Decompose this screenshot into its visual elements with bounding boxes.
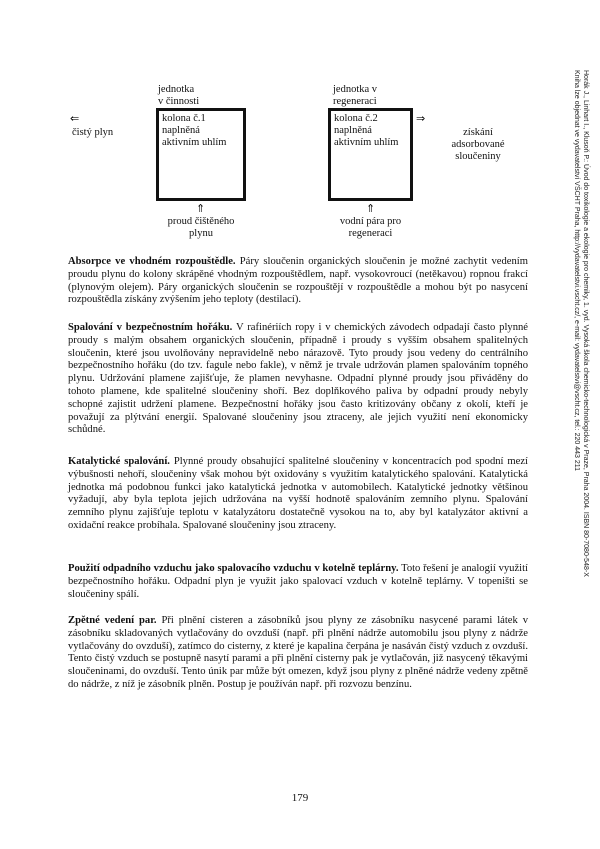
- up-arrow-icon: ⇑: [196, 202, 206, 215]
- label-unit-active: jednotka v činnosti: [158, 84, 200, 107]
- paragraph-boiler: [68, 563, 528, 601]
- page-number: 179: [291, 792, 309, 804]
- up-arrow-icon: ⇑: [366, 202, 376, 215]
- right-arrow-icon: ⇒: [416, 112, 426, 125]
- paragraph-flare: [68, 322, 528, 437]
- paragraph-text: Plynné proudy obsahující spalitelné sloučeniny v koncentracích pod spodní mezí výbušnosti nehoří, sloučeniny však mohou být oxidovány s využitím katalytického spalování. Katalytická jednotka má podobnou funkci jako katalytická jednotka v automobilech. Katalytické jednotky většinou vyžadují, aby byla teplota jejich udržována na vyšší hodnotě spalováním zemního plynu. Spalování zemního plynu zajišťuje teplotu v katalyzátoru dostatečně vysokou na to, aby byl katalyzátor aktivní a oxidační reakce probíhala. Spalované sloučeniny jsou ztraceny.: [68, 456, 528, 531]
- paragraph-absorption: [68, 256, 528, 307]
- paragraph-vapor-return: [68, 615, 528, 692]
- label-clean-gas: čistý plyn: [72, 127, 114, 138]
- column-1: kolona č.1 naplněná aktivním uhlím: [156, 108, 246, 201]
- paragraph-text: V rafinériích ropy i v chemických závodech odpadají často plynné proudy s malým obsahem organických sloučenin, případně i proudy s vyšším obsahem spalitelných sloučenin, které jsou uvolňovány nepravidelně nebo nárazově. Tyto proudy jsou vedeny do centrálního bezpečnostního hořáku (do tzv. fagule nebo fakle), v němž je trvale udržován plamen spalováním topného plynu. Udržování plamene zajišťuje, že plamen nevyhasne. Odpadní plynné proudy jsou přiváděny do tohoto plamene, kde spalitelné sloučeniny shoří. Bez doplňkového paliva by odpadní proudy nebyly schopné zajistit udržení plamene. Bezpečnostní hořáky jsou často kritizovány občany z okolí, kteří je považují za plýtvání energií. Spalované sloučeniny jsou ztraceny, ale jejich využití není ekonomicky schůdné.: [68, 322, 529, 436]
- label-steam: vodní pára pro regeneraci: [339, 216, 402, 239]
- paragraph-text: Toto řešení je analogií využití bezpečnostního hořáku. Odpadní plyn je využit jako spalovací vzduch v kotelně teplárny. V topeništi se sloučeniny spálí.: [68, 563, 528, 600]
- label-recovered-compound: získání adsorbované sloučeniny: [451, 127, 505, 162]
- label-gas-stream: proud čištěného plynu: [167, 216, 235, 239]
- paragraph-heading: Absorpce ve vhodném rozpouštědle.: [68, 256, 236, 267]
- paragraph-heading: Zpětné vedení par.: [68, 615, 157, 626]
- column-2: kolona č.2 naplněná aktivním uhlím: [328, 108, 413, 201]
- left-arrow-icon: ⇐: [70, 112, 80, 125]
- paragraph-catalytic: [68, 456, 528, 533]
- paragraph-text: Při plnění cisteren a zásobníků jsou plyny ze zásobníku nasycené parami látek v zásobníku skladovaných vytlačovány do ovzduší (např. při plnění nádrže automobilu jsou plyny z nádrže vytlačovány do ovzduší), zatímco do cisterny, z které je kapalina čerpána je nasáván čistý vzduch z ovzduší. Tento čistý vzduch se postupně nasytí parami a při plnění cisterny pak je vytlačován, již nasycený těkavými sloučeninami, do ovzduší. Tento únik par může být omezen, když jsou plyny z plněné nádrže vedeny zpětně do nádrže, z níž je zásobník plněn. Postup je používán např. při rozvozu benzínu.: [68, 615, 528, 690]
- paragraph-text: Páry sloučenin organických sloučenin je možné zachytit vedením proudu plynu do kolony skrápěné vhodným rozpouštědlem, např. vysokovroucí (netěkavou) ropnou frakcí (plynovým olejem). Páry organických sloučenin se rozpouštějí v rozpouštědle a mohou být po nasycení rozpouštědla získány zvýšením jeho teploty (destilací).: [68, 256, 528, 306]
- paragraph-heading: Použití odpadního vzduchu jako spalovacího vzduchu v kotelně teplárny.: [68, 563, 399, 574]
- label-unit-regen: jednotka v regeneraci: [333, 84, 378, 107]
- paragraph-heading: Katalytické spalování.: [68, 456, 170, 467]
- side-note: [572, 70, 590, 577]
- side-note-line-2: Kniha lze objednat ve vydavatelství VŠCHT Praha, http://vydavatelstvi.vscht.cz/, e-mail: vydavatelstvi@vscht.cz, tel.: 220 443 211: [573, 70, 580, 471]
- paragraph-heading: Spalování v bezpečnostním hořáku.: [68, 322, 233, 333]
- side-note-line-1: Horák J., Linhart I., Klusoň P.: Úvod do toxikologie a ekologie pro chemiky, 1. vyd. Vysoká škola chemicko-technologická v Praze, Praha 2004. ISBN 80-7080-548-X: [582, 70, 589, 577]
